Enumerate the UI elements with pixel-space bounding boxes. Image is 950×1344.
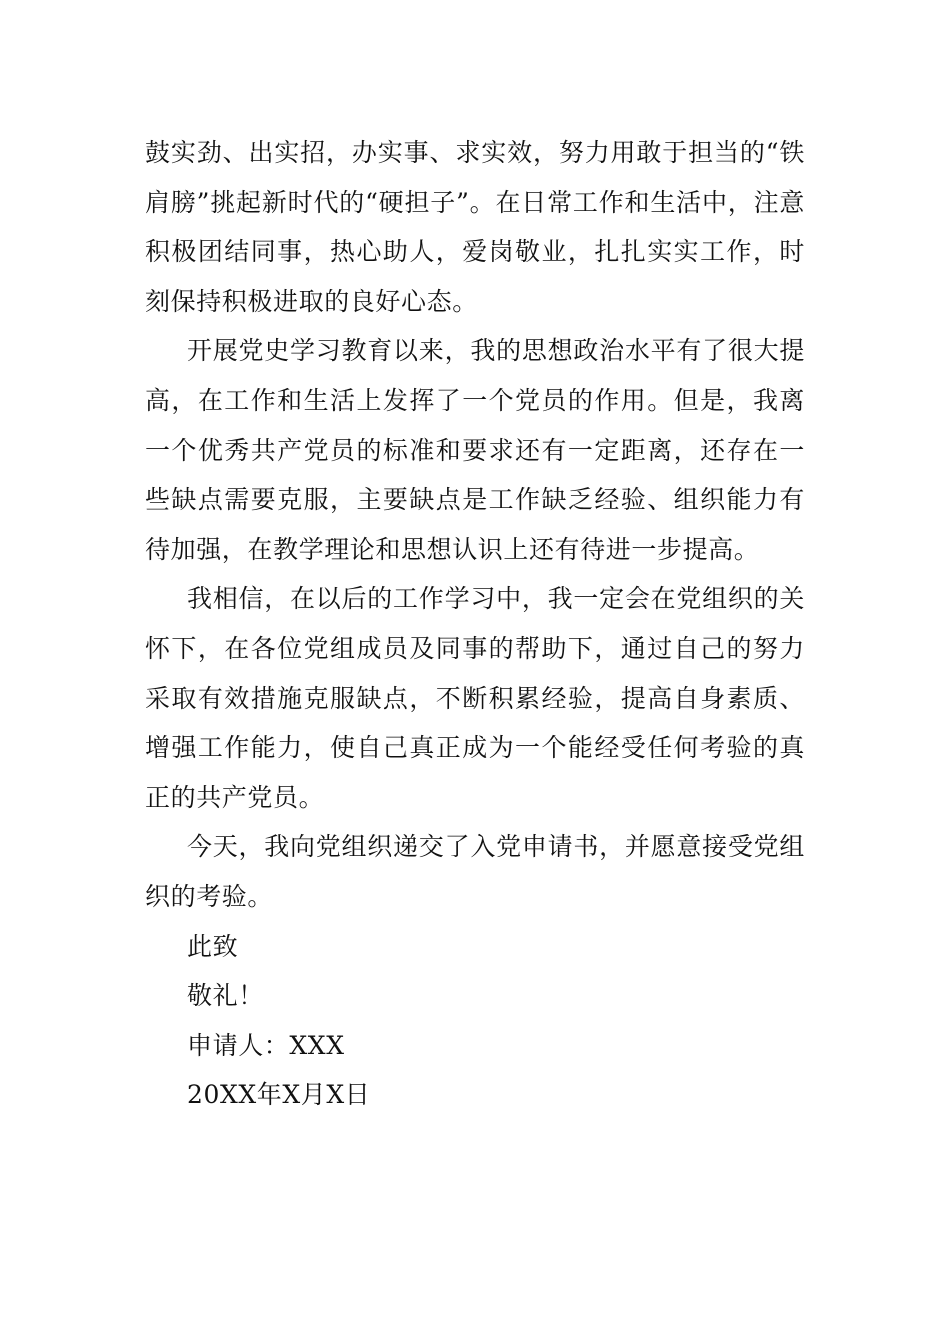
applicant-signature: 申请人：XXX (187, 1030, 345, 1060)
paragraph-submission: 今天，我向党组织递交了入党申请书，并愿意接受党组织的考验。 (145, 832, 805, 911)
closing-salutation: 此致 (187, 931, 239, 961)
paragraph-continuation: 鼓实劲、出实招，办实事、求实效，努力用敢于担当的“铁肩膀”挑起新时代的“硬担子”。在日常工作和生活中，注意积极团结同事，热心助人，爱岗敬业，扎扎实实工作，时刻保持积极进取的良好心态。 (145, 138, 805, 316)
document-body (145, 128, 805, 1120)
closing-respect: 敬礼！ (187, 981, 264, 1011)
application-date: 20XX年X月X日 (187, 1080, 371, 1110)
paragraph-commitment: 我相信，在以后的工作学习中，我一定会在党组织的关怀下，在各位党组成员及同事的帮助下，通过自己的努力采取有效措施克服缺点，不断积累经验，提高自身素质、增强工作能力，使自己真正成为一个能经受任何考验的真正的共产党员。 (145, 584, 805, 812)
paragraph-self-assessment: 开展党史学习教育以来，我的思想政治水平有了很大提高，在工作和生活上发挥了一个党员的作用。但是，我离一个优秀共产党员的标准和要求还有一定距离，还存在一些缺点需要克服，主要缺点是工作缺乏经验、组织能力有待加强，在教学理论和思想认识上还有待进一步提高。 (145, 336, 805, 564)
